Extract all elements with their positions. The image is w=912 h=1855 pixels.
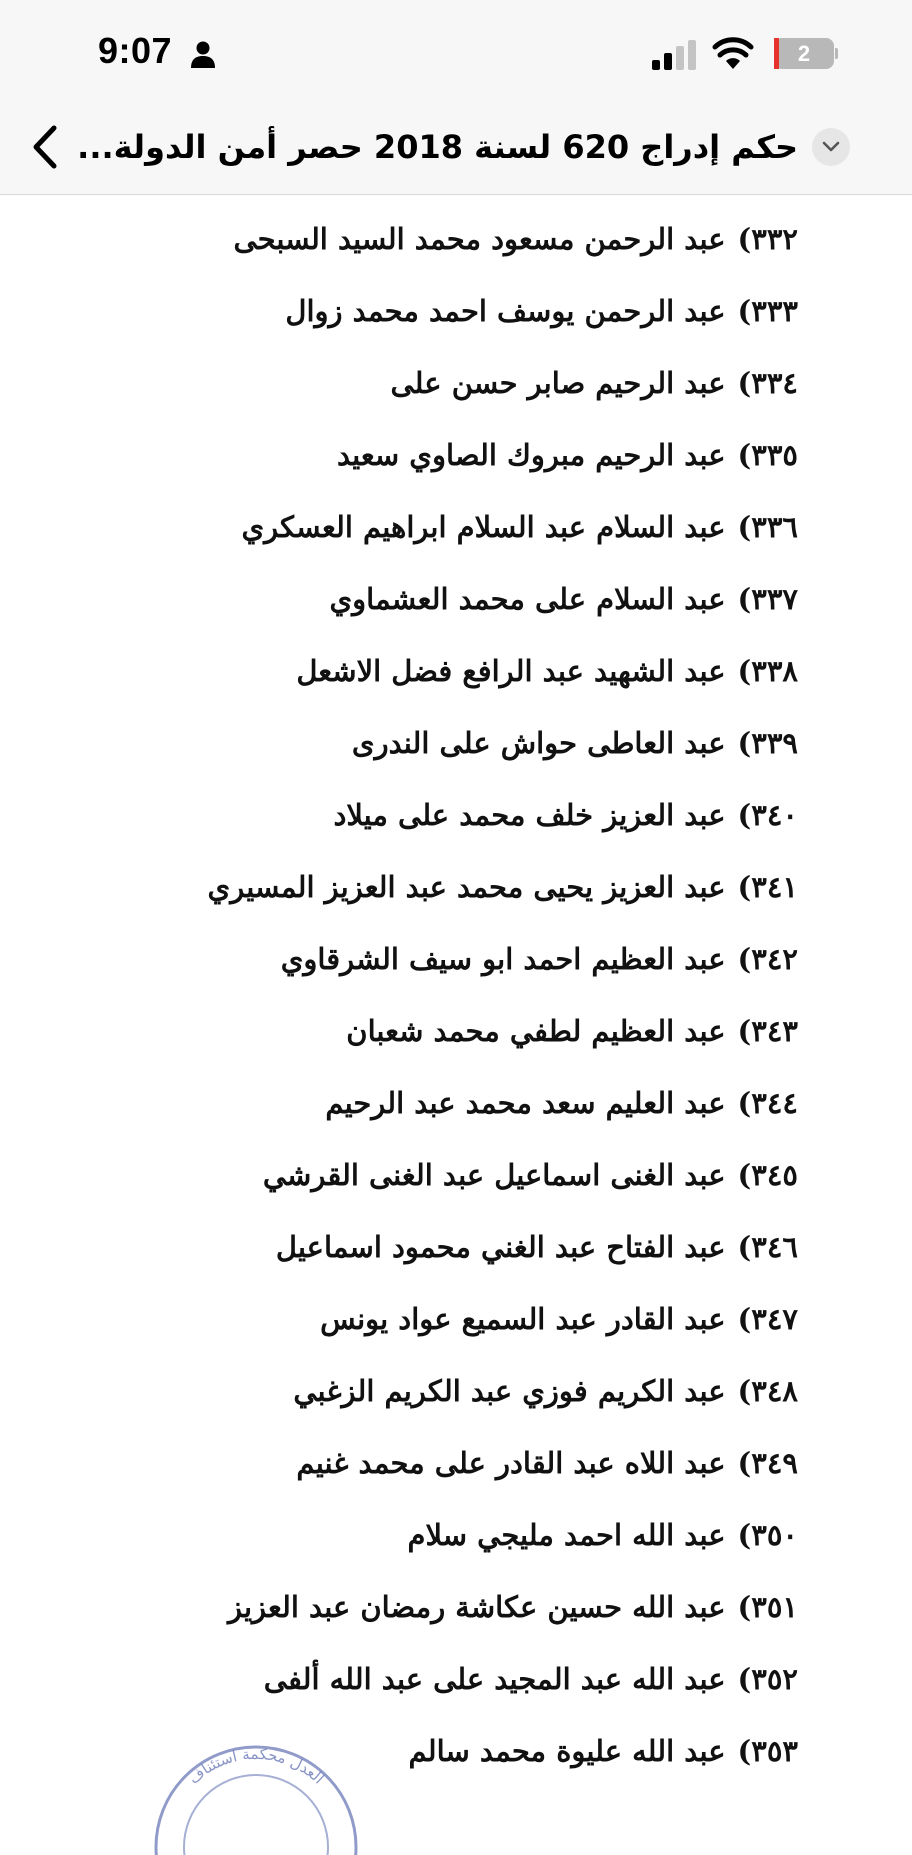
list-item [0,923,912,995]
navigation-bar [0,100,912,195]
entry-text [352,707,798,779]
entry-name: عبد السلام عبد السلام ابراهيم العسكري [241,510,726,544]
entry-text [264,1643,798,1715]
entry-text [241,491,798,563]
list-item [0,203,912,275]
entry-name: عبد العظيم احمد ابو سيف الشرقاوي [280,942,726,976]
entry-text [285,275,798,347]
official-stamp [140,1735,370,1855]
entry-number: ٣٣٧) [737,582,798,616]
entry-text [337,419,798,491]
list-item [0,275,912,347]
status-time: 9:07 [98,30,173,71]
battery-tip [835,48,838,59]
list-item [0,563,912,635]
list-item [0,779,912,851]
list-item [0,1283,912,1355]
list-item [0,707,912,779]
entry-text [296,635,798,707]
entry-name: عبد القادر عبد السميع عواد يونس [320,1302,726,1336]
list-item [0,1643,912,1715]
entry-text [233,203,798,275]
entry-name: عبد الفتاح عبد الغني محمود اسماعيل [275,1230,726,1264]
list-item [0,995,912,1067]
entry-text [329,563,798,635]
entry-number: ٣٤٧) [737,1302,798,1336]
entry-number: ٣٤٦) [737,1230,798,1264]
signal-icon [650,40,698,70]
entry-number: ٣٣٩) [737,726,798,760]
list-item [0,1427,912,1499]
entry-name: عبد العزيز خلف محمد على ميلاد [333,798,726,832]
list-item [0,1499,912,1571]
entry-number: ٣٤٢) [737,942,798,976]
entry-text [333,779,798,851]
entry-number: ٣٤٠) [737,798,798,832]
entry-name: عبد الرحيم مبروك الصاوي سعيد [336,438,726,472]
entry-number: ٣٣٦) [737,510,798,544]
entry-text [276,1211,798,1283]
entry-text [408,1715,798,1787]
battery-icon [774,38,838,69]
name-list [0,203,912,1787]
entry-text [320,1283,798,1355]
title-menu-button[interactable] [812,128,850,166]
list-item [0,491,912,563]
svg-text:العدل محكمة استئناف: العدل محكمة استئناف [184,1744,328,1788]
entry-name: عبد الله حسين عكاشة رمضان عبد العزيز [227,1590,726,1624]
status-bar [0,0,912,100]
entry-text [228,1571,798,1643]
entry-name: عبد العليم سعد محمد عبد الرحيم [325,1086,726,1120]
entry-text [281,923,798,995]
entry-text [263,1139,798,1211]
list-item [0,347,912,419]
entry-text [391,347,798,419]
entry-text [208,851,798,923]
entry-text [325,1067,798,1139]
entry-text [296,1427,798,1499]
entry-name: عبد الله عبد المجيد على عبد الله ألفى [263,1662,726,1696]
person-icon [190,40,216,68]
entry-text [408,1499,798,1571]
battery-body [774,38,834,69]
entry-number: ٣٤٤) [737,1086,798,1120]
entry-number: ٣٤٥) [737,1158,798,1192]
entry-number: ٣٣٥) [737,438,798,472]
entry-name: عبد السلام على محمد العشماوي [329,582,726,616]
list-item [0,419,912,491]
entry-name: عبد العظيم لطفي محمد شعبان [346,1014,726,1048]
entry-text [293,1355,798,1427]
list-item [0,1715,912,1787]
battery-percent: 2 [797,41,811,66]
back-button[interactable] [22,120,72,174]
list-item [0,851,912,923]
entry-name: عبد الرحيم صابر حسن على [390,366,726,400]
entry-name: عبد الله احمد مليجي سلام [407,1518,726,1552]
entry-name: عبد العاطى حواش على الندرى [351,726,726,760]
entry-name: عبد الشهيد عبد الرافع فضل الاشعل [296,654,726,688]
list-item [0,1355,912,1427]
entry-number: ٣٤٣) [737,1014,798,1048]
entry-number: ٣٤٨) [737,1374,798,1408]
entry-text [346,995,798,1067]
list-item [0,1067,912,1139]
entry-name: عبد الغنى اسماعيل عبد الغنى القرشي [262,1158,726,1192]
list-item [0,1571,912,1643]
entry-name: عبد العزيز يحيى محمد عبد العزيز المسيري [207,870,726,904]
entry-number: ٣٣٢) [737,222,798,256]
entry-name: عبد الكريم فوزي عبد الكريم الزغبي [293,1374,726,1408]
entry-number: ٣٤١) [737,870,798,904]
entry-number: ٣٤٩) [737,1446,798,1480]
entry-number: ٣٥٢) [737,1662,798,1696]
entry-name: عبد اللاه عبد القادر على محمد غنيم [296,1446,726,1480]
wifi-icon [712,36,754,70]
entry-number: ٣٣٨) [737,654,798,688]
document-page[interactable] [0,195,912,1800]
entry-name: عبد الرحمن مسعود محمد السيد السبحى [233,222,726,256]
back-chevron-icon [22,120,72,174]
list-item [0,635,912,707]
entry-number: ٣٣٣) [737,294,798,328]
document-title[interactable]: حكم إدراج 620 لسنة 2018 حصر أمن الدولة... [77,128,798,166]
chevron-down-icon [821,139,841,155]
list-item [0,1139,912,1211]
entry-number: ٣٥١) [737,1590,798,1624]
entry-number: ٣٥٣) [737,1734,798,1768]
entry-name: عبد الله عليوة محمد سالم [408,1734,726,1768]
entry-name: عبد الرحمن يوسف احمد محمد زوال [285,294,726,328]
list-item [0,1211,912,1283]
entry-number: ٣٥٠) [737,1518,798,1552]
entry-number: ٣٣٤) [737,366,798,400]
